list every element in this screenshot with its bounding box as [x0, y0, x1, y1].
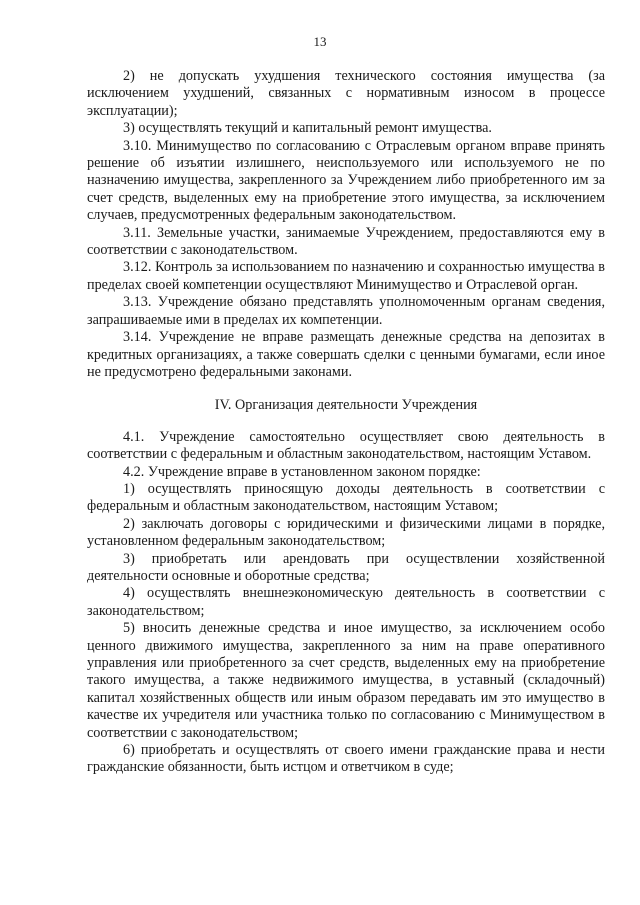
paragraph: 3.12. Контроль за использованием по назначению и сохранностью имущества в пределах своей компетенции осуществляют Минимущество и Отраслевой орган.	[87, 259, 605, 293]
paragraph: 2) не допускать ухудшения технического состояния имущества (за исключением ухудшений, связанных с нормативным износом в процессе эксплуатации);	[87, 68, 605, 119]
paragraph: 1) осуществлять приносящую доходы деятельность в соответствии с федеральным и областным законодательством, настоящим Уставом;	[87, 480, 605, 515]
paragraph: 3.11. Земельные участки, занимаемые Учреждением, предоставляются ему в соответствии с законодательством.	[87, 224, 605, 259]
paragraph: 5) вносить денежные средства и иное имущество, за исключением особо ценного движимого имущества, закрепленного за ним на праве оперативного управления или приобретенного за счет средств, выделенных ему на приобретение такого имущества, а также недвижимого имущества, в уставный (складочный) капитал хозяйственных обществ или иным образом передавать им это имущество в качестве их учредителя или участника только по согласованию с Минимуществом в соответствии с законодательством;	[87, 620, 605, 741]
paragraph: 4.1. Учреждение самостоятельно осуществляет свою деятельность в соответствии с федеральным и областным законодательством, настоящим Уставом.	[87, 428, 605, 463]
paragraph: 3) приобретать или арендовать при осуществлении хозяйственной деятельности основные и оборотные средства;	[87, 550, 605, 584]
document-body	[87, 68, 605, 777]
paragraph: 4.2. Учреждение вправе в установленном законом порядке:	[123, 463, 481, 480]
paragraph: 3) осуществлять текущий и капитальный ремонт имущества.	[123, 120, 492, 137]
paragraph: 3.13. Учреждение обязано представлять уполномоченным органам сведения, запрашиваемые ими в пределах их компетенции.	[87, 294, 605, 328]
paragraph: 2) заключать договоры с юридическими и физическими лицами в порядке, установленном федеральным законодательством;	[87, 515, 605, 550]
paragraph: 3.10. Минимущество по согласованию с Отраслевым органом вправе принять решение об изъятии излишнего, неиспользуемого или используемого не по назначению имущества, закрепленного за Учреждением либо приобретенного им за счет средств, выделенных ему на приобретение этого имущества, за исключением случаев, предусмотренных федеральным законодательством.	[87, 137, 605, 224]
paragraph: 3.14. Учреждение не вправе размещать денежные средства на депозитах в кредитных организациях, а также совершать сделки с ценными бумагами, если иное не предусмотрено федеральными законами.	[87, 329, 605, 380]
paragraph: 4) осуществлять внешнеэкономическую деятельность в соответствии с законодательством;	[87, 585, 605, 619]
paragraph: 6) приобретать и осуществлять от своего имени гражданские права и нести гражданские обязанности, быть истцом и ответчиком в суде;	[87, 742, 605, 776]
page-number: 13	[313, 34, 327, 49]
section-heading: IV. Организация деятельности Учреждения	[214, 397, 478, 414]
